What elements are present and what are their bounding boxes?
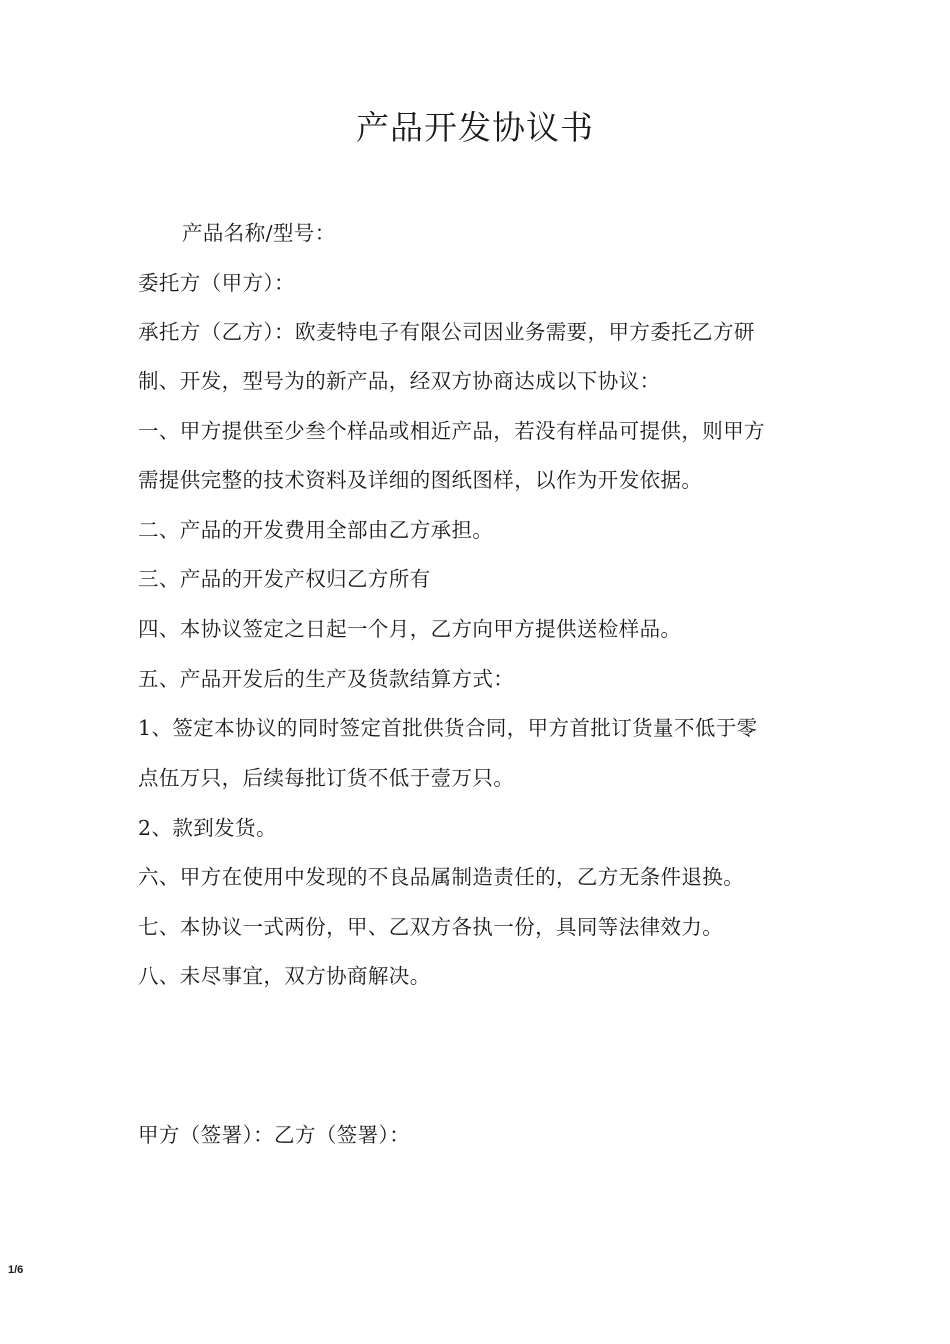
signature-line: 甲方（签署）：乙方（签署）：	[138, 1123, 411, 1147]
product-name-label: 产品名称/型号：	[182, 221, 336, 245]
clause-5-item-1: 1、签定本协议的同时签定首批供货合同，甲方首批订货量不低于零	[138, 716, 758, 740]
clause-2: 二、产品的开发费用全部由乙方承担。	[138, 518, 494, 542]
client-label: 委托方（甲方）：	[138, 271, 295, 295]
clause-7: 七、本协议一式两份，甲、乙双方各执一份，具同等法律效力。	[138, 915, 724, 939]
clause-4: 四、本协议签定之日起一个月，乙方向甲方提供送检样品。	[138, 617, 682, 641]
clause-5: 五、产品开发后的生产及货款结算方式：	[138, 667, 515, 691]
clause-3: 三、产品的开发产权归乙方所有	[138, 567, 431, 591]
clause-6: 六、甲方在使用中发现的不良品属制造责任的，乙方无条件退换。	[138, 865, 745, 889]
clause-1-continued: 需提供完整的技术资料及详细的图纸图样，以作为开发依据。	[138, 468, 703, 492]
contractor-line: 承托方（乙方）：欧麦特电子有限公司因业务需要，甲方委托乙方研	[138, 320, 755, 344]
page-number: 1/6	[8, 1264, 24, 1276]
clause-1: 一、甲方提供至少叁个样品或相近产品，若没有样品可提供，则甲方	[138, 419, 765, 443]
clause-5-item-2: 2、款到发货。	[138, 816, 277, 840]
clause-5-item-1-continued: 点伍万只，后续每批订货不低于壹万只。	[138, 766, 515, 790]
document-title: 产品开发协议书	[356, 108, 594, 147]
contractor-line-continued: 制、开发，型号为的新产品，经双方协商达成以下协议：	[138, 369, 661, 393]
clause-8: 八、未尽事宜，双方协商解决。	[138, 964, 431, 988]
